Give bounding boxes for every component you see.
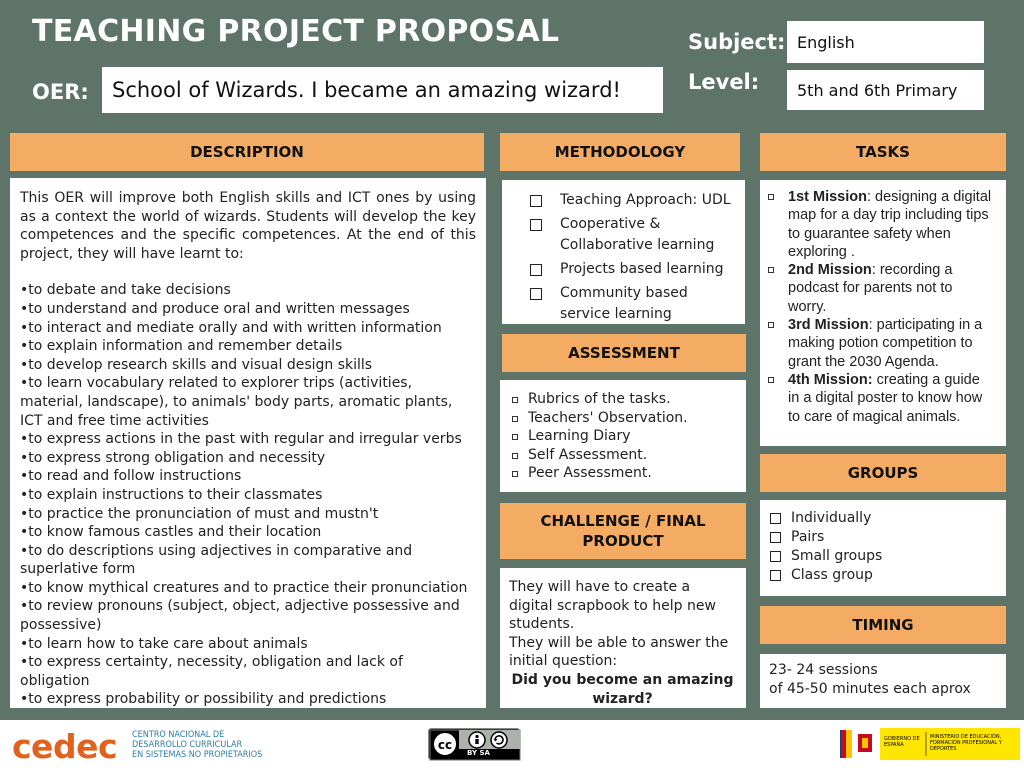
task-description: : recording a podcast for parents not to worry. (788, 262, 953, 315)
page-title: TEACHING PROJECT PROPOSAL (32, 14, 560, 49)
description-item: •to express certainty, necessity, obligation and lack of obligation (20, 654, 403, 689)
description-item: •to explain instructions to their classmates (20, 486, 323, 503)
checkbox-icon (530, 219, 542, 231)
methodology-item (530, 190, 735, 211)
level-label: Level: (688, 70, 760, 94)
task-description: : participating in a making potion competition to grant the 2030 Agenda. (788, 317, 983, 370)
assessment-item (512, 409, 738, 428)
tasks-list (768, 188, 994, 426)
task-description: creating a guide in a digital poster to know how to care of magical animals. (788, 371, 983, 425)
description-item: •to know mythical creatures and to practice their pronunciation (20, 579, 468, 596)
checkbox-icon (770, 570, 781, 581)
square-bullet-icon (768, 322, 774, 328)
task-item-text (788, 371, 994, 426)
timing-panel (760, 654, 1006, 708)
checkbox-icon (530, 195, 542, 207)
description-item: •to review pronouns (subject, object, adjective possessive and possessive) (20, 598, 460, 634)
description-item: •to learn vocabulary related to explorer trips (activities, material, landscape), to animals' body parts, aromatic plants, ICT and free time activities (20, 375, 453, 429)
methodology-item (530, 214, 735, 256)
timing-heading: TIMING (760, 606, 1006, 644)
description-intro: This OER will improve both English skills and ICT ones by using as a context the world of wizards. Students will develop the key competences and the specific competences. At the end of this project, they will have learnt to: (20, 190, 476, 262)
description-panel (10, 178, 486, 708)
cedec-line-2: DESARROLLO CURRICULAR (132, 740, 243, 750)
subject-field (787, 21, 984, 63)
assessment-list (512, 390, 738, 483)
task-description: : designing a digital map for a day trip including tips to guarantee safety when exploring . (788, 189, 992, 260)
oer-value: School of Wizards. I became an amazing wizard! (112, 78, 621, 102)
assessment-item-label: Learning Diary (528, 428, 631, 445)
task-mission-label: 3rd Mission (788, 317, 869, 334)
subject-label: Subject: (688, 30, 786, 54)
task-item (768, 188, 994, 261)
tasks-panel (760, 180, 1006, 446)
description-item: •to explain information and remember details (20, 338, 343, 355)
cc-label: BY SA (467, 749, 490, 757)
cedec-name (132, 730, 262, 760)
description-list (20, 281, 476, 709)
methodology-item-label: Community based service learning (560, 285, 688, 322)
task-mission-label: 2nd Mission (788, 262, 872, 279)
group-item-label: Class group (791, 567, 873, 583)
assessment-item-label: Teachers' Observation. (528, 409, 688, 426)
checkbox-icon (770, 532, 781, 543)
square-bullet-icon (512, 434, 518, 440)
description-item: •to read and follow instructions (20, 468, 242, 485)
description-item: •to develop research skills and visual design skills (20, 356, 373, 373)
checkbox-icon (770, 513, 781, 524)
cedec-line-3: EN SISTEMAS NO PROPIETARIOS (132, 750, 263, 760)
methodology-item (530, 259, 735, 280)
assessment-item-label: Peer Assessment. (528, 465, 652, 482)
cedec-logo (12, 727, 118, 766)
cc-license-badge[interactable] (428, 728, 520, 760)
methodology-heading: METHODOLOGY (500, 133, 740, 171)
assessment-item-label: Rubrics of the tasks. (528, 391, 671, 407)
group-item (770, 547, 996, 566)
assessment-item (512, 464, 738, 483)
tasks-heading: TASKS (760, 133, 1006, 171)
task-item (768, 371, 994, 426)
description-item: •to express probability or possibility and predictions (20, 691, 387, 708)
challenge-heading: CHALLENGE / FINAL PRODUCT (500, 503, 746, 559)
methodology-item-label: Teaching Approach: UDL (560, 192, 731, 208)
groups-panel (760, 500, 1006, 596)
description-item: •to know famous castles and their location (20, 524, 322, 541)
checkbox-icon (530, 264, 542, 276)
cedec-logo-text: cedec (12, 727, 118, 766)
group-item-label: Pairs (791, 529, 825, 545)
task-mission-label: 1st Mission (788, 189, 867, 205)
square-bullet-icon (768, 194, 774, 200)
assessment-panel (500, 380, 746, 492)
checkbox-icon (530, 288, 542, 300)
methodology-list (530, 190, 735, 325)
assessment-item-label: Self Assessment. (528, 446, 648, 463)
assessment-item (512, 446, 738, 465)
description-item: •to do descriptions using adjectives in comparative and superlative form (20, 542, 413, 578)
svg-text:cc: cc (437, 738, 453, 752)
square-bullet-icon (512, 416, 518, 422)
footer (0, 720, 1024, 768)
group-item-label: Small groups (791, 548, 883, 564)
task-item-text (788, 316, 994, 371)
group-item (770, 528, 996, 547)
challenge-text-2: They will be able to answer the initial question: (509, 634, 729, 670)
government-logo (840, 726, 1020, 762)
methodology-item-label: Cooperative & Collaborative learning (560, 216, 715, 253)
methodology-item (530, 283, 735, 325)
challenge-panel (500, 568, 746, 708)
square-bullet-icon (768, 377, 774, 383)
checkbox-icon (770, 551, 781, 562)
oer-field (102, 67, 663, 113)
description-item: •to understand and produce oral and written messages (20, 300, 410, 317)
assessment-heading: ASSESSMENT (502, 334, 746, 372)
oer-label: OER: (32, 80, 89, 104)
level-value: 5th and 6th Primary (797, 80, 958, 100)
square-bullet-icon (512, 453, 518, 459)
description-item: •to express strong obligation and necessity (20, 449, 326, 466)
description-item: •to practice the pronunciation of must and mustn't (20, 505, 379, 522)
group-item (770, 509, 996, 528)
gov-text-2: MINISTERIO DE EDUCACIÓN, FORMACIÓN PROFESIONAL Y DEPORTES (930, 734, 1002, 752)
timing-line-1: 23- 24 sessions (769, 662, 878, 678)
description-heading: DESCRIPTION (10, 133, 484, 171)
assessment-item (512, 390, 738, 409)
description-item: •to learn how to take care about animals (20, 635, 308, 652)
subject-value: English (797, 32, 855, 52)
groups-list (770, 509, 996, 585)
methodology-panel (502, 180, 745, 324)
group-item (770, 566, 996, 585)
methodology-item-label: Projects based learning (560, 261, 724, 277)
challenge-text-1: They will have to create a digital scrapbook to help new students. (509, 579, 716, 633)
task-mission-label: 4th Mission: (788, 371, 873, 388)
task-item (768, 261, 994, 316)
task-item (768, 316, 994, 371)
gov-text-1: GOBIERNO DE ESPAÑA (884, 736, 920, 748)
groups-heading: GROUPS (760, 454, 1006, 492)
group-item-label: Individually (791, 510, 872, 526)
square-bullet-icon (768, 267, 774, 273)
square-bullet-icon (512, 397, 518, 403)
square-bullet-icon (512, 471, 518, 477)
level-field (787, 70, 984, 110)
description-item: •to express actions in the past with regular and irregular verbs (20, 431, 462, 448)
task-item-text (788, 261, 994, 316)
task-item-text (788, 188, 994, 261)
description-item: •to interact and mediate orally and with written information (20, 319, 442, 336)
cedec-line-1: CENTRO NACIONAL DE (132, 730, 225, 740)
timing-line-2: of 45-50 minutes each aprox (769, 680, 971, 697)
assessment-item (512, 427, 738, 446)
description-item: •to debate and take decisions (20, 282, 231, 299)
challenge-question: Did you become an amazing wizard? (511, 671, 734, 707)
